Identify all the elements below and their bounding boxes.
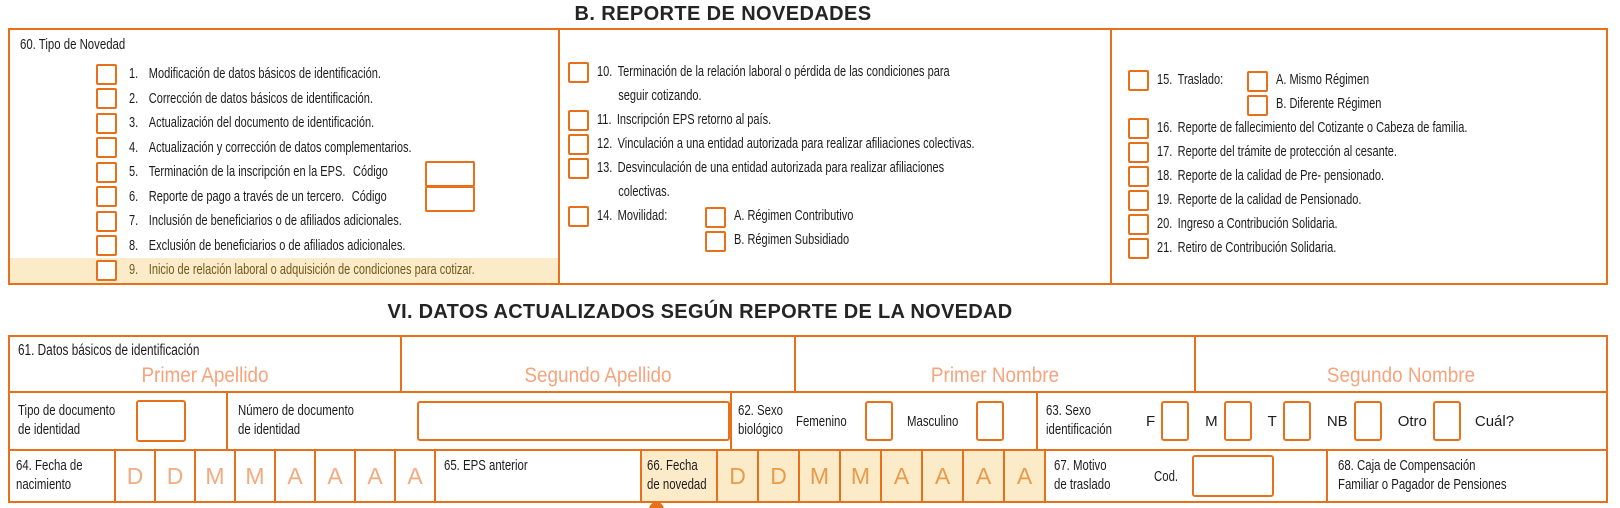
novedad-item-15: [1112, 68, 1606, 116]
item-number: 9.: [129, 262, 139, 279]
sexo-identificacion-label: 63. Sexo identificación: [1046, 402, 1112, 438]
option-label: B. Diferente Régimen: [1276, 96, 1382, 112]
checkbox-novedad-5[interactable]: [96, 162, 117, 183]
checkbox-novedad-1[interactable]: [96, 64, 117, 85]
field-61-label: 61. Datos básicos de identificación: [18, 342, 200, 359]
novedad-item-18: [1112, 164, 1606, 188]
checkbox-novedad-13[interactable]: [568, 158, 589, 179]
segundo-apellido-cell[interactable]: [400, 337, 794, 391]
field-60-label: 60. Tipo de Novedad: [20, 36, 126, 53]
checkbox-novedad-3[interactable]: [96, 113, 117, 134]
item-label-line2: colectivas.: [618, 184, 670, 200]
item-label: Inicio de relación laboral o adquisición de condiciones para cotizar.: [148, 262, 475, 279]
nacimiento-m2-cell[interactable]: M: [234, 451, 274, 501]
nacimiento-a4-cell[interactable]: A: [394, 451, 434, 501]
cod-label: Cod.: [1154, 467, 1179, 485]
sexo-id-otro-checkbox[interactable]: [1433, 401, 1461, 441]
motivo-cod-input[interactable]: [1192, 455, 1274, 497]
novedad-item-9-highlighted: [10, 258, 558, 283]
doc-number-label: Número de documento de identidad: [238, 402, 354, 438]
item-number: 10.: [597, 64, 613, 80]
checkbox-novedad-16[interactable]: [1128, 118, 1149, 139]
traslado-options: [1247, 68, 1415, 116]
codigo-label: Código: [352, 164, 388, 181]
sexo-id-m-label: M: [1205, 412, 1218, 430]
item-number: 4.: [129, 139, 139, 156]
eps-anterior-cell[interactable]: [434, 451, 640, 501]
item-label: Traslado:: [1177, 72, 1224, 88]
item-label: Vinculación a una entidad autorizada para realizar afiliaciones colectivas.: [617, 136, 975, 152]
checkbox-novedad-18[interactable]: [1128, 166, 1149, 187]
sexo-id-cual-label: Cuál?: [1474, 412, 1515, 430]
novedad-a3-cell[interactable]: A: [962, 451, 1003, 501]
item-number: 6.: [129, 188, 139, 205]
masculino-label: Masculino: [906, 412, 959, 430]
novedad-item-5: [10, 160, 558, 185]
fecha-novedad-label-cell: [640, 451, 716, 501]
item-label: Desvinculación de una entidad autorizada para realizar afiliaciones: [617, 160, 945, 176]
item-label: Reporte del trámite de protección al cesante.: [1177, 144, 1397, 160]
checkbox-traslado-a[interactable]: [1247, 71, 1268, 92]
sexo-id-nb-label: NB: [1326, 412, 1348, 430]
checkbox-movilidad-a[interactable]: [705, 207, 726, 228]
item-label: Reporte de la calidad de Pre- pensionado.: [1177, 168, 1385, 184]
item-label: Inscripción EPS retorno al país.: [616, 112, 772, 128]
item-label: Actualización del documento de identificación.: [148, 115, 375, 132]
item-number: 1.: [129, 66, 139, 83]
codigo-input-6[interactable]: [425, 186, 475, 212]
novedad-column-3: [1110, 30, 1606, 283]
novedad-d1-cell[interactable]: D: [716, 451, 757, 501]
motivo-traslado-label: 67. Motivo de traslado: [1054, 457, 1111, 493]
item-label: Reporte de pago a través de un tercero.: [148, 188, 345, 205]
item-label: Movilidad:: [617, 208, 668, 224]
sexo-id-otro-label: Otro: [1397, 412, 1427, 430]
novedad-a1-cell[interactable]: A: [880, 451, 921, 501]
document-sex-row: [10, 393, 1606, 451]
item-number: 19.: [1157, 192, 1173, 208]
sexo-id-t-label: T: [1267, 412, 1277, 430]
checkbox-novedad-15[interactable]: [1128, 70, 1149, 91]
novedad-item-2: [10, 87, 558, 112]
option-label: A. Régimen Contributivo: [734, 208, 854, 224]
checkbox-novedad-14[interactable]: [568, 206, 589, 227]
novedad-item-12: [560, 132, 1110, 156]
novedad-m1-cell[interactable]: M: [798, 451, 839, 501]
item-label: Modificación de datos básicos de identificación.: [148, 66, 381, 83]
nacimiento-d1-cell[interactable]: D: [114, 451, 154, 501]
novedad-item-6: [10, 185, 558, 210]
checkbox-novedad-8[interactable]: [96, 235, 117, 256]
item-label: Corrección de datos básicos de identificación.: [148, 90, 373, 107]
item-label: Ingreso a Contribución Solidaria.: [1177, 216, 1338, 232]
item-number: 2.: [129, 90, 139, 107]
novedad-item-10: [560, 60, 1110, 108]
nacimiento-a1-cell[interactable]: A: [274, 451, 314, 501]
item-label: Terminación de la inscripción en la EPS.: [148, 164, 346, 181]
item-number: 8.: [129, 237, 139, 254]
item-number: 11.: [597, 112, 612, 128]
doc-number-cell: [226, 393, 730, 449]
section-b-title: B. REPORTE DE NOVEDADES: [574, 3, 872, 25]
checkbox-novedad-9[interactable]: [96, 260, 117, 281]
item-label: Terminación de la relación laboral o pérdida de las condiciones para: [617, 64, 950, 80]
movilidad-option-b: [705, 228, 891, 252]
caja-compensacion-cell[interactable]: [1326, 451, 1606, 501]
novedad-item-20: [1112, 212, 1606, 236]
codigo-input-5[interactable]: [425, 161, 475, 187]
sexo-identificacion-cell: [1036, 393, 1606, 449]
primer-nombre-cell[interactable]: [794, 337, 1194, 391]
novedad-item-16: [1112, 116, 1606, 140]
novedad-a2-cell[interactable]: A: [921, 451, 962, 501]
section-vi-title: VI. DATOS ACTUALIZADOS SEGÚN REPORTE DE LA NOVEDAD: [387, 301, 1013, 323]
traslado-option-a: [1247, 68, 1415, 92]
novedades-box: [8, 28, 1608, 285]
novedad-item-13: [560, 156, 1110, 204]
item-number: 20.: [1157, 216, 1173, 232]
checkbox-novedad-20[interactable]: [1128, 214, 1149, 235]
item-number: 13.: [597, 160, 613, 176]
doc-type-cell: [10, 393, 226, 449]
novedad-item-14: [560, 204, 1110, 252]
novedad-item-21: [1112, 236, 1606, 260]
checkbox-novedad-11[interactable]: [568, 110, 589, 131]
item-label-line2: seguir cotizando.: [618, 88, 702, 104]
option-label: B. Régimen Subsidiado: [734, 232, 850, 248]
novedad-m2-cell[interactable]: M: [839, 451, 880, 501]
item-number: 17.: [1157, 144, 1173, 160]
eps-anterior-label: 65. EPS anterior: [444, 457, 528, 474]
novedad-items-1-9: [10, 62, 558, 283]
sexo-id-f-label: F: [1146, 412, 1156, 430]
checkbox-novedad-6[interactable]: [96, 186, 117, 207]
item-label: Actualización y corrección de datos complementarios.: [148, 139, 412, 156]
checkbox-novedad-21[interactable]: [1128, 238, 1149, 259]
novedad-item-11: [560, 108, 1110, 132]
femenino-label: Femenino: [796, 412, 847, 430]
sexo-id-m-checkbox[interactable]: [1224, 401, 1252, 441]
doc-number-input[interactable]: [417, 401, 730, 441]
checkbox-movilidad-b[interactable]: [705, 231, 726, 252]
novedad-item-17: [1112, 140, 1606, 164]
dates-row: [10, 451, 1606, 501]
checkbox-novedad-7[interactable]: [96, 211, 117, 232]
novedad-item-3: [10, 111, 558, 136]
novedad-item-7: [10, 209, 558, 234]
doc-type-label: Tipo de documento de identidad: [18, 402, 116, 438]
segundo-apellido-header: Segundo Apellido: [524, 364, 672, 387]
item-number: 7.: [129, 213, 139, 230]
item-label: Retiro de Contribución Solidaria.: [1177, 240, 1337, 256]
item-number: 18.: [1157, 168, 1173, 184]
femenino-checkbox[interactable]: [865, 401, 893, 441]
nacimiento-m1-cell[interactable]: M: [194, 451, 234, 501]
segundo-nombre-cell[interactable]: [1194, 337, 1606, 391]
traslado-option-b: [1247, 92, 1415, 116]
novedad-column-1: [10, 30, 558, 283]
codigo-label: Código: [351, 188, 387, 205]
item-number: 16.: [1157, 120, 1173, 136]
masculino-checkbox[interactable]: [976, 401, 1004, 441]
fecha-nacimiento-label-cell: [10, 451, 114, 501]
novedad-column-2: [558, 30, 1110, 283]
novedad-item-1: [10, 62, 558, 87]
primer-apellido-header: Primer Apellido: [141, 364, 269, 387]
novedad-item-19: [1112, 188, 1606, 212]
sexo-biologico-label: 62. Sexo biológico: [738, 402, 784, 438]
item-number: 3.: [129, 115, 139, 132]
novedad-item-4: [10, 136, 558, 161]
name-headers-row: [10, 337, 1606, 393]
checkbox-novedad-12[interactable]: [568, 134, 589, 155]
item-number: 5.: [129, 164, 139, 181]
checkbox-novedad-17[interactable]: [1128, 142, 1149, 163]
doc-type-input[interactable]: [136, 400, 186, 442]
movilidad-option-a: [705, 204, 891, 228]
item-label: Exclusión de beneficiarios o de afiliados adicionales.: [148, 237, 406, 254]
checkbox-traslado-b[interactable]: [1247, 95, 1268, 116]
item-label: Reporte de fallecimiento del Cotizante o Cabeza de familia.: [1177, 120, 1468, 136]
novedad-d2-cell[interactable]: D: [757, 451, 798, 501]
checkbox-novedad-19[interactable]: [1128, 190, 1149, 211]
primer-apellido-cell[interactable]: [10, 337, 400, 391]
sexo-id-t-checkbox[interactable]: [1283, 401, 1311, 441]
item-number: 12.: [597, 136, 613, 152]
item-number: 21.: [1157, 240, 1173, 256]
segundo-nombre-header: Segundo Nombre: [1326, 364, 1476, 387]
nacimiento-a3-cell[interactable]: A: [354, 451, 394, 501]
nacimiento-a2-cell[interactable]: A: [314, 451, 354, 501]
fecha-novedad-label: 66. Fecha de novedad: [647, 457, 707, 493]
movilidad-options: [705, 204, 891, 252]
motivo-traslado-cell: [1044, 451, 1326, 501]
sexo-id-f-checkbox[interactable]: [1161, 401, 1189, 441]
item-label: Reporte de la calidad de Pensionado.: [1177, 192, 1362, 208]
primer-nombre-header: Primer Nombre: [930, 364, 1060, 387]
sexo-id-nb-checkbox[interactable]: [1354, 401, 1382, 441]
checkbox-novedad-4[interactable]: [96, 137, 117, 158]
sexo-biologico-cell: [730, 393, 1036, 449]
nacimiento-d2-cell[interactable]: D: [154, 451, 194, 501]
item-number: 15.: [1157, 72, 1173, 88]
item-number: 14.: [597, 208, 613, 224]
novedad-a4-cell[interactable]: A: [1003, 451, 1044, 501]
checkbox-novedad-2[interactable]: [96, 88, 117, 109]
novedad-item-8: [10, 234, 558, 259]
item-label: Inclusión de beneficiarios o de afiliados adicionales.: [148, 213, 402, 230]
datos-actualizados-table: [8, 335, 1608, 503]
caja-compensacion-label: 68. Caja de Compensación Familiar o Pagador de Pensiones: [1338, 457, 1507, 493]
fecha-nacimiento-label: 64. Fecha de nacimiento: [16, 457, 83, 493]
checkbox-novedad-10[interactable]: [568, 62, 589, 83]
option-label: A. Mismo Régimen: [1276, 72, 1370, 88]
